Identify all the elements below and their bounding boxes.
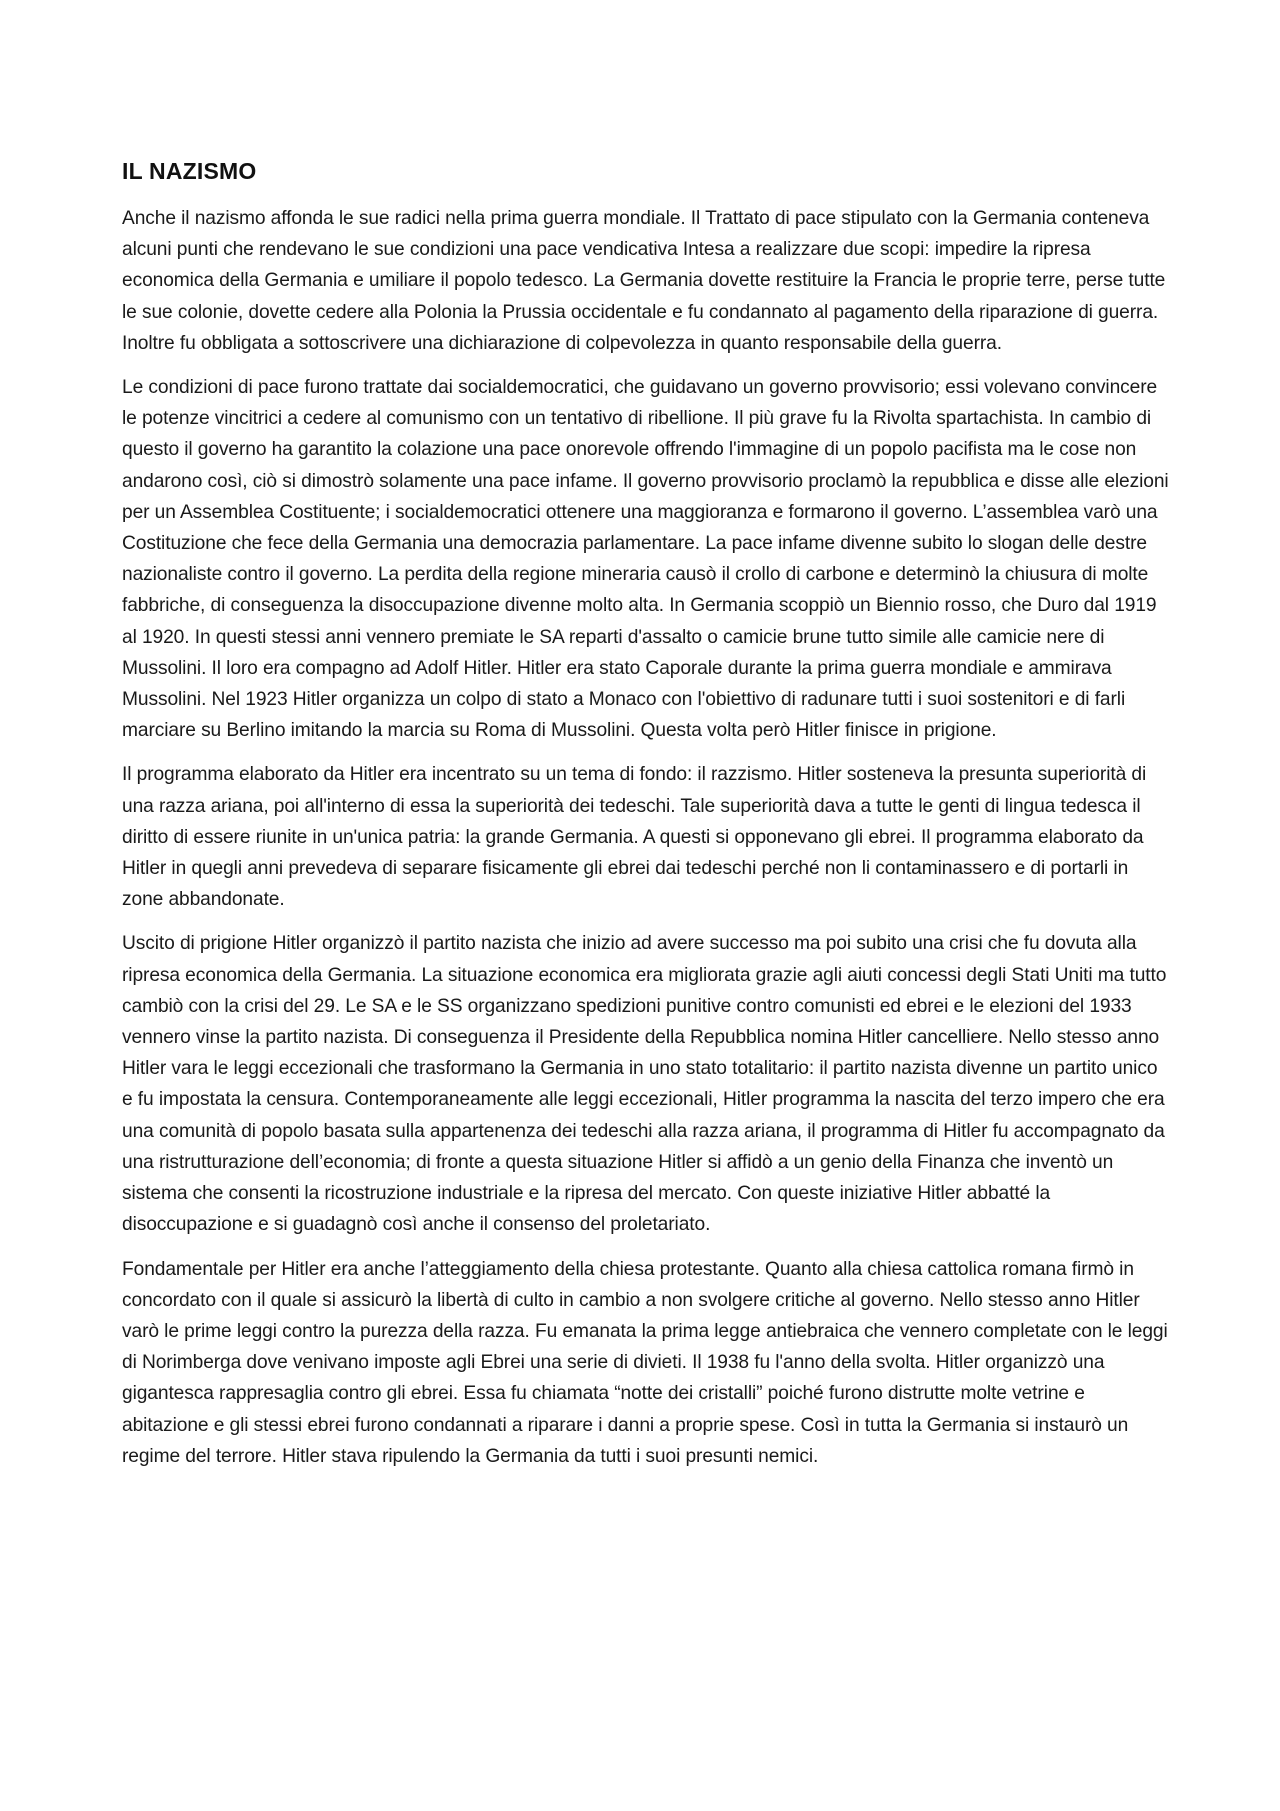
document-page: [122, 158, 1172, 1485]
document-title: IL NAZISMO: [122, 158, 257, 184]
paragraph-4: Uscito di prigione Hitler organizzò il partito nazista che inizio ad avere successo ma poi subito una crisi che fu dovuta alla ripresa economica della Germania. La situazione economica era migliorata grazie agli aiuti concessi degli Stati Uniti ma tutto cambiò con la crisi del 29. Le SA e le SS organizzano spedizioni punitive contro comunisti ed ebrei e le elezioni del 1933 vennero vinse la partito nazista. Di conseguenza il Presidente della Repubblica nomina Hitler cancelliere. Nello stesso anno Hitler vara le leggi eccezionali che trasformano la Germania in uno stato totalitario: il partito nazista divenne un partito unico e fu impostata la censura. Contemporaneamente alle leggi eccezionali, Hitler programma la nascita del terzo impero che era una comunità di popolo basata sulla appartenenza dei tedeschi alla razza ariana, il programma di Hitler fu accompagnato da una ristrutturazione dell’economia; di fronte a questa situazione Hitler si affidò a un genio della Finanza che inventò un sistema che consenti la ricostruzione industriale e la ripresa del mercato. Con queste iniziative Hitler abbatté la disoccupazione e si guadagnò così anche il consenso del proletariato.: [122, 933, 1167, 1236]
paragraph-3: Il programma elaborato da Hitler era incentrato su un tema di fondo: il razzismo. Hitler sosteneva la presunta superiorità di una razza ariana, poi all'interno di essa la superiorità dei tedeschi. Tale superiorità dava a tutte le genti di lingua tedesca il diritto di essere riunite in un'unica patria: la grande Germania. A questi si opponevano gli ebrei. Il programma elaborato da Hitler in quegli anni prevedeva di separare fisicamente gli ebrei dai tedeschi perché non li contaminassero e di portarli in zone abbandonate.: [122, 764, 1147, 911]
paragraph-2: Le condizioni di pace furono trattate dai socialdemocratici, che guidavano un governo provvisorio; essi volevano convincere le potenze vincitrici a cedere al comunismo con un tentativo di ribellione. Il più grave fu la Rivolta spartachista. In cambio di questo il governo ha garantito la colazione una pace onorevole offrendo l'immagine di un popolo pacifista ma le cose non andarono così, ciò si dimostrò solamente una pace infame. Il governo provvisorio proclamò la repubblica e disse alle elezioni per un Assemblea Costituente; i socialdemocratici ottenere una maggioranza e formarono il governo. L’assemblea varò una Costituzione che fece della Germania una democrazia parlamentare. La pace infame divenne subito lo slogan delle destre nazionaliste contro il governo. La perdita della regione mineraria causò il crollo di carbone e determinò la chiusura di molte fabbriche, di conseguenza la disoccupazione divenne molto alta. In Germania scoppiò un Biennio rosso, che Duro dal 1919 al 1920. In questi stessi anni vennero premiate le SA reparti d'assalto o camicie brune tutto simile alle camicie nere di Mussolini. Il loro era compagno ad Adolf Hitler. Hitler era stato Caporale durante la prima guerra mondiale e ammirava Mussolini. Nel 1923 Hitler organizza un colpo di stato a Monaco con l'obiettivo di radunare tutti i suoi sostenitori e di farli marciare su Berlino imitando la marcia su Roma di Mussolini. Questa volta però Hitler finisce in prigione.: [122, 377, 1169, 742]
paragraph-1: Anche il nazismo affonda le sue radici nella prima guerra mondiale. Il Trattato di pace stipulato con la Germania conteneva alcuni punti che rendevano le sue condizioni una pace vendicativa Intesa a realizzare due scopi: impedire la ripresa economica della Germania e umiliare il popolo tedesco. La Germania dovette restituire la Francia le proprie terre, perse tutte le sue colonie, dovette cedere alla Polonia la Prussia occidentale e fu condannato al pagamento della riparazione di guerra. Inoltre fu obbligata a sottoscrivere una dichiarazione di colpevolezza in quanto responsabile della guerra.: [122, 208, 1166, 354]
paragraph-5: Fondamentale per Hitler era anche l’atteggiamento della chiesa protestante. Quanto alla chiesa cattolica romana firmò in concordato con il quale si assicurò la libertà di culto in cambio a non svolgere critiche al governo. Nello stesso anno Hitler varò le prime leggi contro la purezza della razza. Fu emanata la prima legge antiebraica che vennero completate con le leggi di Norimberga dove venivano imposte agli Ebrei una serie di divieti. Il 1938 fu l'anno della svolta. Hitler organizzò una gigantesca rappresaglia contro gli ebrei. Essa fu chiamata “notte dei cristalli” poiché furono distrutte molte vetrine e abitazione e gli stessi ebrei furono condannati a riparare i danni a proprie spese. Così in tutta la Germania si instaurò un regime del terrore. Hitler stava ripulendo la Germania da tutti i suoi presunti nemici.: [122, 1258, 1168, 1467]
